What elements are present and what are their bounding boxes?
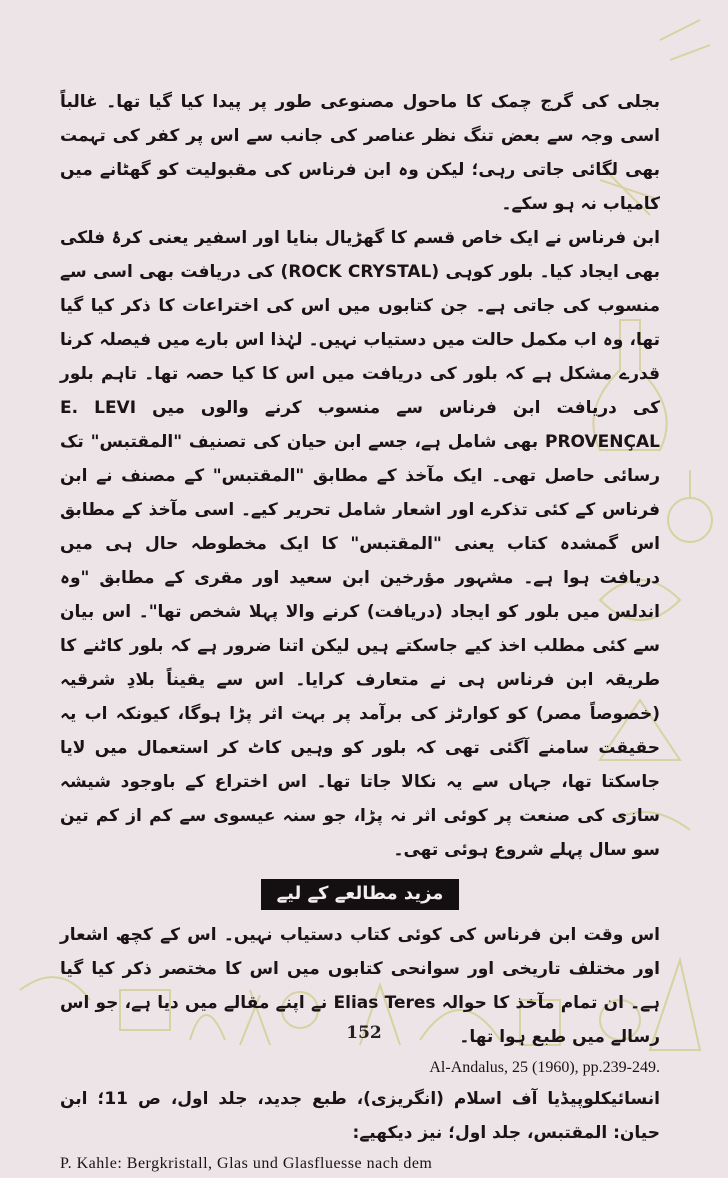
- page-number: 152: [346, 1023, 382, 1043]
- reference-kahle: P. Kahle: Bergkristall, Glas und Glasfluesse nach dem: [60, 1155, 433, 1172]
- further-reading-heading-wrap: [60, 879, 660, 910]
- paragraph-lightning: بجلی کی گرج چمک کا ماحول مصنوعی طور پر پیدا کیا گیا تھا۔ غالباً اسی وجہ سے بعض تنگ نظر عناصر کی جانب سے اس پر کفر کی تہمت بھی لگائی جاتی رہی؛ لیکن وہ ابن فرناس کی مقبولیت کو گھٹانے میں کامیاب نہ ہو سکے۔: [60, 92, 660, 214]
- paragraph-ibn-firnas-inventions: ابن فرناس نے ایک خاص قسم کا گھڑیال بنایا اور اسفیر یعنی کرۂ فلکی بھی ایجاد کیا۔ بلور کوہی (ROCK CRYSTAL) کی دریافت بھی اسی سے منسوب کی جاتی ہے۔ جن کتابوں میں اس کی اختراعات کا ذکر کیا گیا تھا، وہ اب مکمل حالت میں دستیاب نہیں۔ لہٰذا اس بارے میں فیصلہ کرنا قدرے مشکل ہے کہ بلور کی دریافت میں اس کا کیا حصہ تھا۔ تاہم بلور کی دریافت ابن فرناس سے منسوب کرنے والوں میں E. LEVI PROVENÇAL بھی شامل ہے، جسے ابن حیان کی تصنیف "المقتبس" تک رسائی حاصل تھی۔ ایک مآخذ کے مطابق "المقتبس" کے مصنف نے ابن فرناس کے کئی تذکرے اور اشعار شامل تحریر کیے۔ اسی مآخذ کے مطابق اس گمشدہ کتاب یعنی "المقتبس" کا ایک مخطوطہ حال ہی میں دریافت ہوا ہے۔ مشہور مؤرخین ابن سعید اور مقری کے مطابق "وہ اندلس میں بلور کو ایجاد (دریافت) کرنے والا پہلا شخص تھا"۔ اس بیان سے کئی مطلب اخذ کیے جاسکتے ہیں لیکن اتنا ضرور ہے کہ بلور کاٹنے کا طریقہ ابن فرناس ہی نے متعارف کرایا۔ اس سے یقیناً بلادِ شرقیہ (خصوصاً مصر) کو کوارٹز کی برآمد پر بہت اثر پڑا ہوگا، کیونکہ اب یہ حقیقت سامنے آگئی تھی کہ بلور کو وہیں کاٹ کر استعمال میں لایا جاسکتا تھا، جہاں سے یہ نکالا جاتا تھا۔ اس اختراع کے باوجود شیشہ سازی کی صنعت پر کوئی اثر نہ پڑا، جو سنہ عیسوی سے کم از کم تین سو سال پہلے شروع ہوئی تھی۔: [60, 228, 660, 860]
- page-content: [60, 85, 660, 1178]
- reference-encyclopaedia: انسائیکلوپیڈیا آف اسلام (انگریزی)، طبع جدید، جلد اول، ص 11؛ ابن حیان: المقتبس، جلد اول؛ نیز دیکھیے:: [60, 1089, 660, 1143]
- further-reading-heading: مزید مطالعے کے لیے: [261, 879, 460, 910]
- paragraph-further-reading: اس وقت ابن فرناس کی کوئی کتاب دستیاب نہیں۔ اس کے کچھ اشعار اور مختلف تاریخی اور سوانحی کتابوں میں اس کا مختصر ذکر کیا گیا ہے۔ ان تمام مآخذ کا حوالہ Elias Teres نے اپنے مقالے میں دیا ہے، جو اس رسالے میں طبع ہوا تھا۔: [60, 925, 661, 1047]
- citation-al-andalus: Al-Andalus, 25 (1960), pp.239-249.: [429, 1059, 660, 1076]
